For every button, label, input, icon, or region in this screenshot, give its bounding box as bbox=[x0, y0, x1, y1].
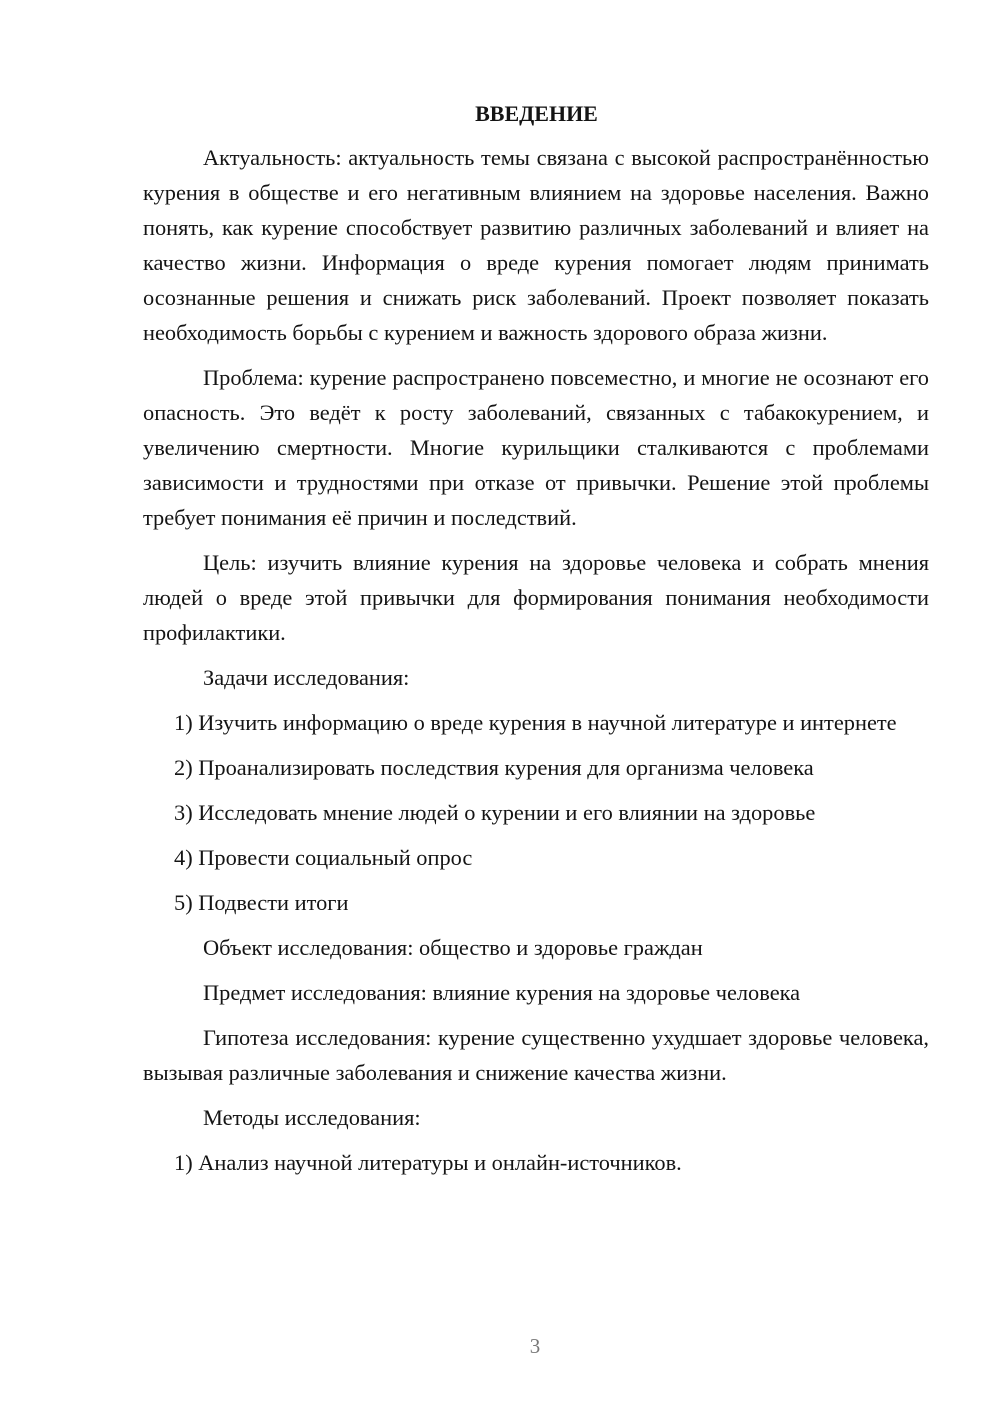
page-number: 3 bbox=[529, 1334, 541, 1358]
tasks-heading: Задачи исследования: bbox=[203, 665, 410, 690]
subject-line: Предмет исследования: влияние курения на здоровье человека bbox=[203, 980, 801, 1005]
problem-paragraph: Проблема: курение распространено повсеместно, и многие не осознают его опасность. Это ведёт к росту заболеваний, связанных с табакокурением, и увеличению смертности. Многие курильщики сталкиваются с проблемами зависимости и трудностями при отказе от привычки. Решение этой проблемы требует понимания её причин и последствий. bbox=[143, 365, 929, 530]
hypothesis-paragraph: Гипотеза исследования: курение существенно ухудшает здоровье человека, вызывая различные заболевания и снижение качества жизни. bbox=[143, 1025, 929, 1085]
task-item: 5) Подвести итоги bbox=[174, 890, 349, 915]
task-item: 1) Изучить информацию о вреде курения в научной литературе и интернете bbox=[174, 710, 897, 735]
document-page bbox=[143, 96, 929, 1190]
task-item: 3) Исследовать мнение людей о курении и его влиянии на здоровье bbox=[174, 800, 816, 825]
relevance-paragraph: Актуальность: актуальность темы связана с высокой распространённостью курения в обществе и его негативным влиянием на здоровье населения. Важно понять, как курение способствует развитию различных заболеваний и влияет на качество жизни. Информация о вреде курения помогает людям принимать осознанные решения и снижать риск заболеваний. Проект позволяет показать необходимость борьбы с курением и важность здорового образа жизни. bbox=[143, 145, 929, 345]
task-item: 2) Проанализировать последствия курения для организма человека bbox=[174, 755, 814, 780]
page-title: ВВЕДЕНИЕ bbox=[475, 101, 598, 126]
task-item: 4) Провести социальный опрос bbox=[174, 845, 473, 870]
methods-heading: Методы исследования: bbox=[203, 1105, 421, 1130]
object-line: Объект исследования: общество и здоровье граждан bbox=[203, 935, 703, 960]
goal-paragraph: Цель: изучить влияние курения на здоровье человека и собрать мнения людей о вреде этой привычки для формирования понимания необходимости профилактики. bbox=[143, 550, 929, 645]
method-item: 1) Анализ научной литературы и онлайн-источников. bbox=[174, 1150, 682, 1175]
